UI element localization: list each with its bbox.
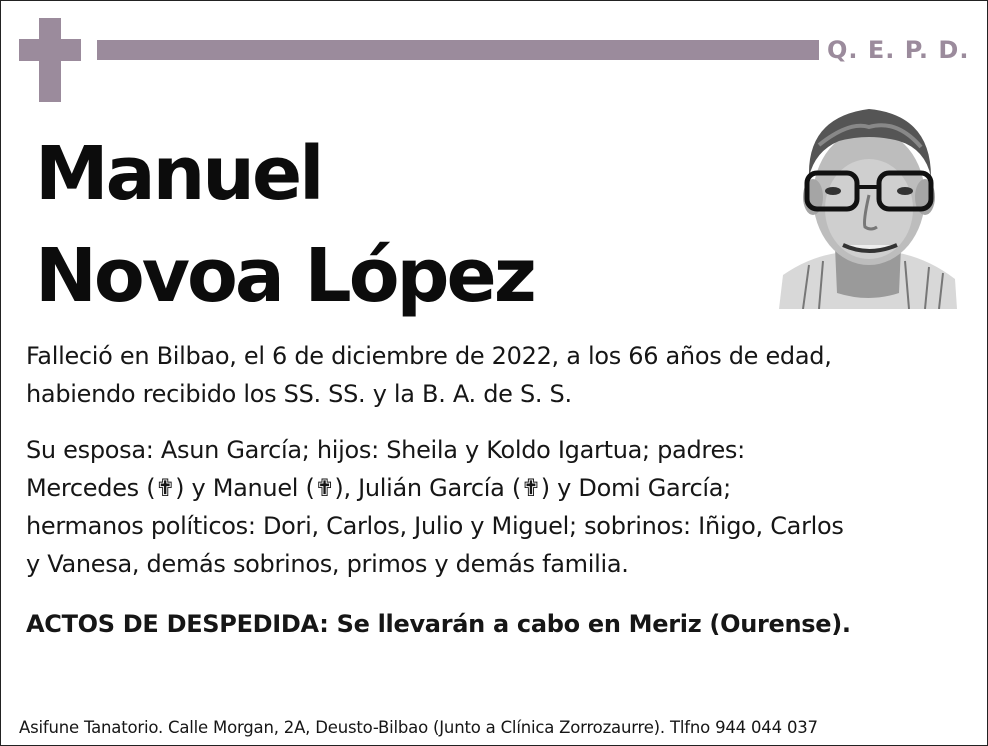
text-line: Su esposa: Asun García; hijos: Sheila y Koldo Igartua; padres: <box>26 436 745 464</box>
text-line: y Vanesa, demás sobrinos, primos y demás familia. <box>26 550 629 578</box>
portrait-photo <box>779 97 957 309</box>
text-line: Falleció en Bilbao, el 6 de diciembre de 2022, a los 66 años de edad, <box>26 342 832 370</box>
qepd-label: Q. E. P. D. <box>827 36 970 64</box>
deceased-surname: Novoa López <box>35 233 534 319</box>
farewell-acts: ACTOS DE DESPEDIDA: Se llevarán a cabo en Meriz (Ourense). <box>26 610 851 638</box>
text-line: Mercedes (✟) y Manuel (✟), Julián García (✟) y Domi García; <box>26 474 731 502</box>
text-line: habiendo recibido los SS. SS. y la B. A. de S. S. <box>26 380 572 408</box>
funeral-home-info: Asifune Tanatorio. Calle Morgan, 2A, Deusto-Bilbao (Junto a Clínica Zorrozaurre). Tlfno 944 044 037 <box>19 718 818 737</box>
death-announcement <box>26 337 976 413</box>
text-line: hermanos políticos: Dori, Carlos, Julio y Miguel; sobrinos: Iñigo, Carlos <box>26 512 844 540</box>
header-rule <box>97 40 819 60</box>
family-list <box>26 431 976 583</box>
deceased-first-name: Manuel <box>35 131 322 217</box>
